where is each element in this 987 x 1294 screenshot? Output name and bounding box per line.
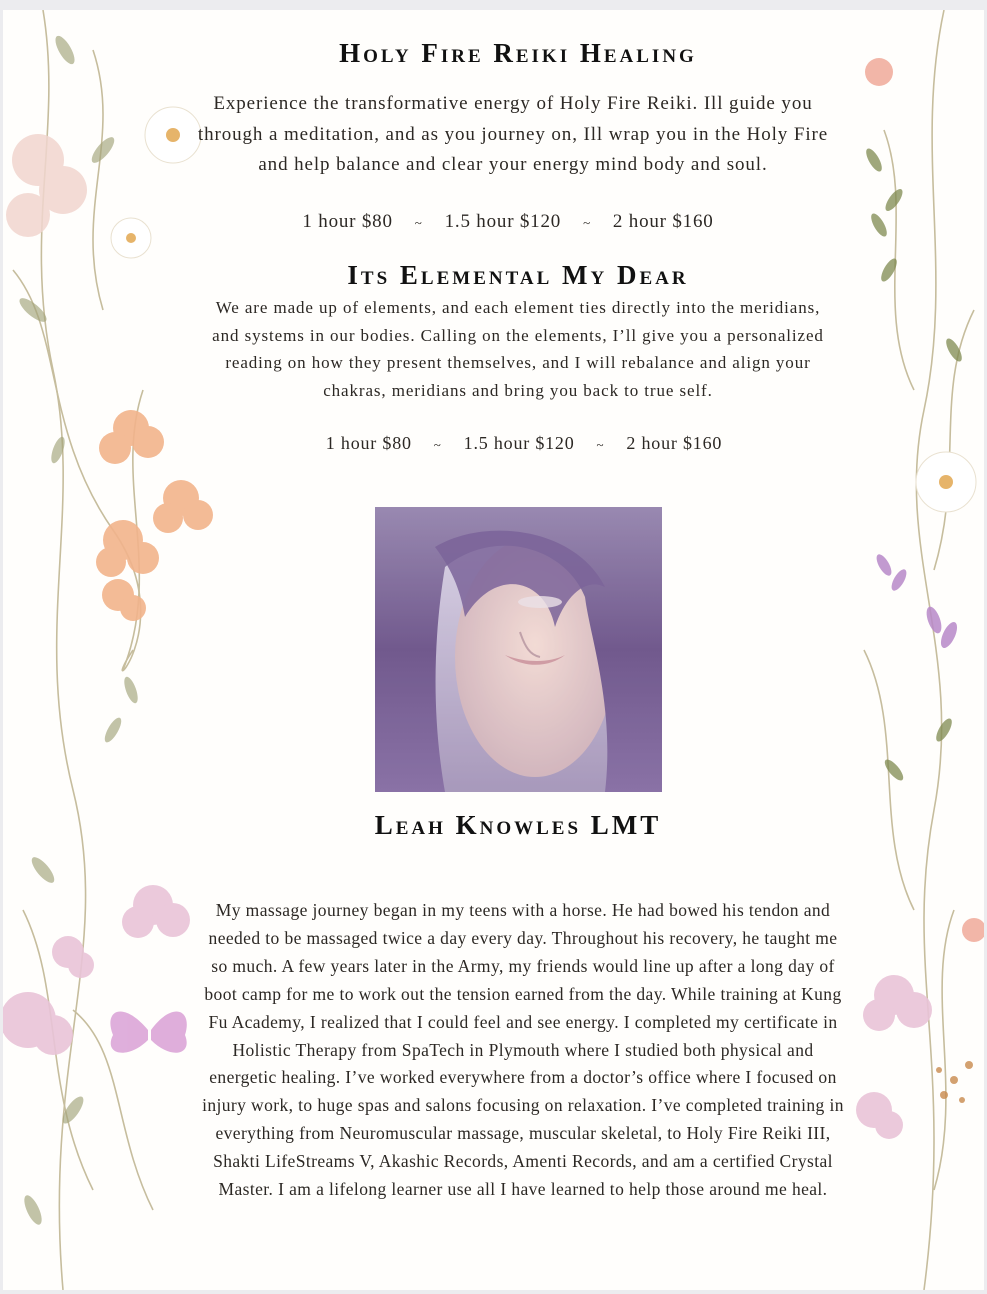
price-1-hour: 1 hour $80 <box>325 433 412 453</box>
price-1-hour: 1 hour $80 <box>302 211 393 232</box>
price-separator: ~ <box>583 214 591 230</box>
price-separator: ~ <box>433 436 442 452</box>
flyer-page <box>3 10 984 1290</box>
price-2-hour: 2 hour $160 <box>612 211 714 232</box>
section-body-reiki: Experience the transformative energy of Holy Fire Reiki. Ill guide you through a meditation, and as you journey on, Ill wrap you in the Holy Fire and help balance and clear your energy mind body and soul. <box>197 93 829 175</box>
price-2-hour: 2 hour $160 <box>626 433 723 453</box>
content <box>3 10 984 1290</box>
section-title-about: Leah Knowles LMT <box>374 810 662 840</box>
price-list-elemental <box>19 433 984 454</box>
price-separator: ~ <box>414 214 423 230</box>
section-title-reiki: Holy Fire Reiki Healing <box>339 38 697 68</box>
price-separator: ~ <box>596 436 605 452</box>
section-title-elemental: Its Elemental My Dear <box>347 260 689 290</box>
price-list-reiki <box>3 211 984 233</box>
portrait-photo <box>375 507 662 792</box>
section-body-about: My massage journey began in my teens with a horse. He had bowed his tendon and needed to be massaged twice a day every day. Throughout his recovery, he taught me so much. A few years later in the Army, my friends would line up after a long day of boot camp for me to work out the tension earned from the day. While training at Kung Fu Academy, I realized that I could feel and see energy. I completed my certificate in Holistic Therapy from SpaTech in Plymouth where I studied both physical and energetic healing. I’ve worked everywhere from a doctor’s office where I focused on injury work, to huge spas and salons focusing on relaxation. I’ve completed training in everything from Neuromuscular massage, muscular skeletal, to Holy Fire Reiki III, Shakti LifeStreams V, Akashic Records, Amenti Records, and am a certified Crystal Master. I am a lifelong learner use all I have learned to help those around me heal. <box>202 900 844 1200</box>
price-1-5-hour: 1.5 hour $120 <box>444 211 562 232</box>
section-body-elemental: We are made up of elements, and each element ties directly into the meridians, and systems in our bodies. Calling on the elements, I’ll give you a personalized reading on how they present themselves, and I will rebalance and align your chakras, meridians and bring you back to true self. <box>212 298 824 400</box>
price-1-5-hour: 1.5 hour $120 <box>463 433 575 453</box>
